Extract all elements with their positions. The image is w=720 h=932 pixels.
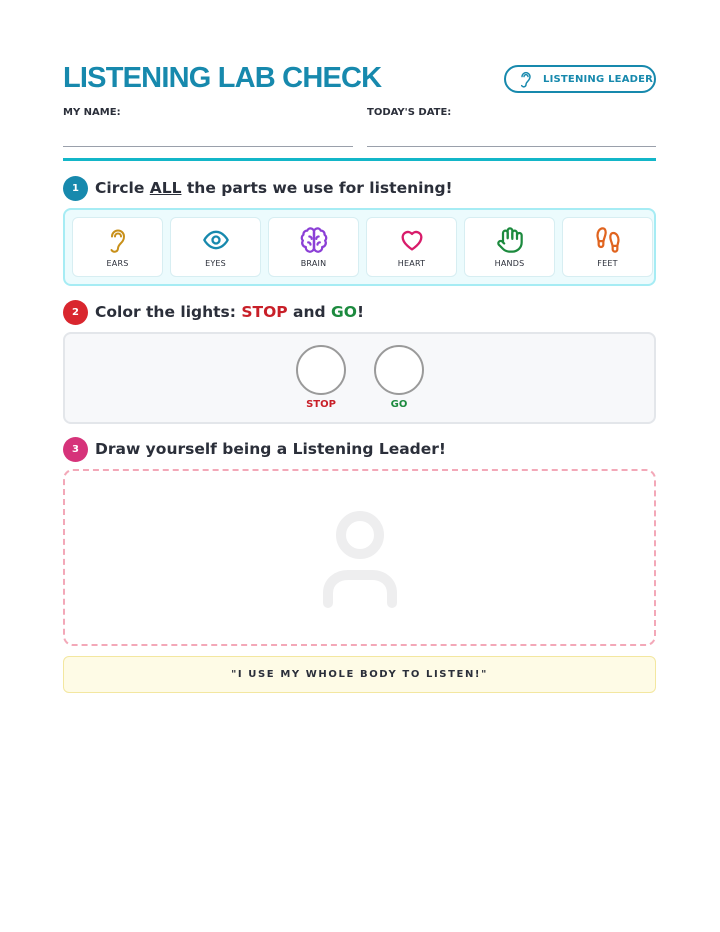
part-label: HEART	[397, 259, 426, 268]
quote-banner	[63, 656, 656, 693]
go-label: GO	[390, 399, 408, 410]
part-card-eyes[interactable]	[170, 217, 261, 277]
badge-label: LISTENING LEADER	[543, 73, 654, 85]
page-title: LISTENING LAB CHECK	[63, 62, 382, 94]
stop-light-circle[interactable]	[296, 345, 346, 395]
section-3-title: Draw yourself being a Listening Leader!	[95, 440, 446, 458]
section-1-title: Circle ALL the parts we use for listening!	[95, 179, 453, 197]
person-icon	[320, 509, 400, 609]
stop-label: STOP	[306, 399, 336, 410]
hand-icon	[496, 226, 524, 254]
section-1-number: 1	[63, 176, 88, 201]
date-label: TODAY'S DATE:	[367, 107, 452, 118]
part-card-brain[interactable]	[268, 217, 359, 277]
quote-text: "I USE MY WHOLE BODY TO LISTEN!"	[231, 669, 488, 680]
drawing-area[interactable]	[63, 469, 656, 646]
date-field[interactable]	[367, 146, 656, 147]
heart-icon	[398, 226, 426, 254]
go-light-circle[interactable]	[374, 345, 424, 395]
ear-icon	[518, 70, 534, 88]
body-parts-panel	[63, 208, 656, 286]
name-field[interactable]	[63, 146, 353, 147]
ear-icon	[104, 226, 132, 254]
eye-icon	[202, 226, 230, 254]
section-2-title: Color the lights: STOP and GO!	[95, 303, 365, 321]
part-card-ears[interactable]	[72, 217, 163, 277]
part-label: FEET	[597, 259, 618, 268]
listening-leader-badge	[504, 65, 656, 93]
part-label: EARS	[106, 259, 129, 268]
name-label: MY NAME:	[63, 107, 121, 118]
part-label: BRAIN	[300, 259, 327, 268]
part-card-heart[interactable]	[366, 217, 457, 277]
brain-icon	[300, 226, 328, 254]
part-card-feet[interactable]	[562, 217, 653, 277]
part-label: HANDS	[494, 259, 525, 268]
section-2-number: 2	[63, 300, 88, 325]
section-3-number: 3	[63, 437, 88, 462]
traffic-lights-panel	[63, 332, 656, 424]
footprints-icon	[594, 226, 622, 254]
header-divider	[63, 158, 656, 161]
part-label: EYES	[205, 259, 226, 268]
part-card-hands[interactable]	[464, 217, 555, 277]
